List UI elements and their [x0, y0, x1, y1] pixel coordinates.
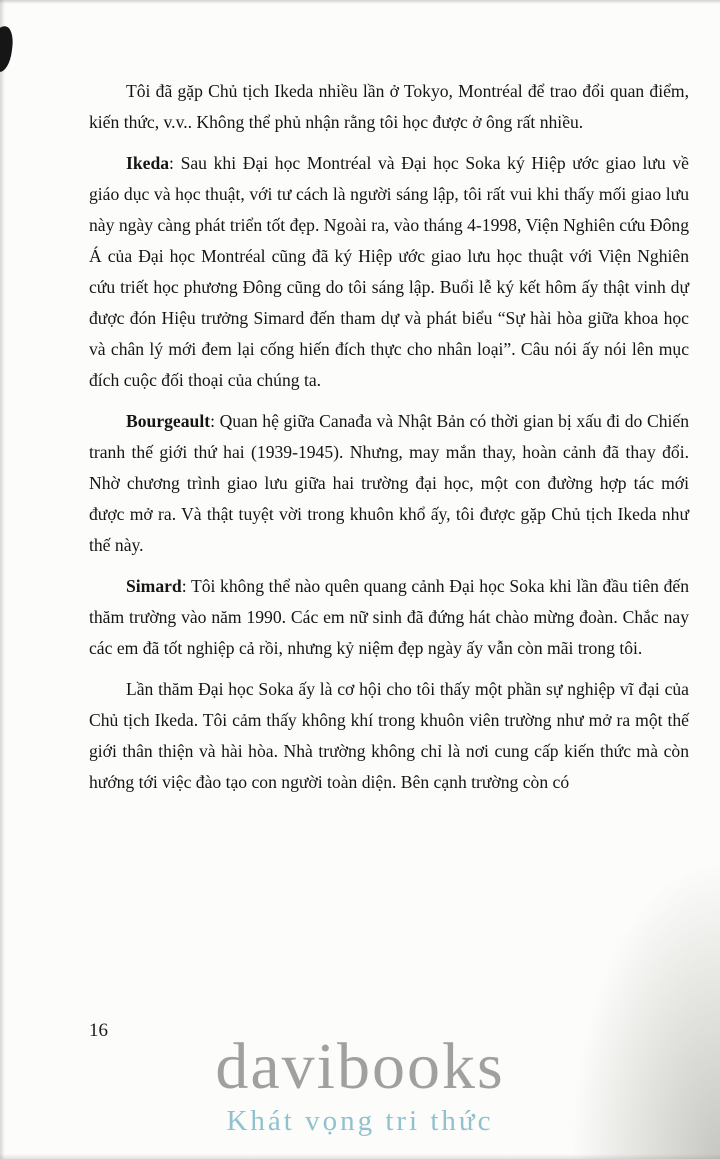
scan-edge-left	[0, 0, 5, 1159]
paragraph-intro	[89, 76, 689, 138]
watermark-tagline: Khát vọng tri thức	[226, 1105, 494, 1137]
paragraph-text: Tôi đã gặp Chủ tịch Ikeda nhiều lần ở Tokyo, Montréal để trao đổi quan điểm, kiến thức, v.v.. Không thể phủ nhận rằng tôi học được ở ông rất nhiều.	[89, 81, 689, 132]
speaker-name: Ikeda	[126, 153, 170, 173]
scan-ink-blob	[0, 25, 15, 73]
paragraph-bourgeault	[89, 406, 689, 561]
speaker-name: Bourgeault	[126, 411, 211, 431]
paragraph-simard	[89, 571, 689, 664]
page-number: 16	[89, 1020, 108, 1041]
watermark-logo-text: davibooks	[215, 1030, 505, 1103]
speaker-name: Simard	[126, 576, 182, 596]
paragraph-text: : Sau khi Đại học Montréal và Đại học Soka ký Hiệp ước giao lưu về giáo dục và học thuật, với tư cách là người sáng lập, tôi rất vui khi thấy mối giao lưu này ngày càng phát triển tốt đẹp. Ngoài ra, vào tháng 4-1998, Viện Nghiên cứu Đông Á của Đại học Montréal cũng đã ký Hiệp ước giao lưu học thuật với Viện Nghiên cứu triết học phương Đông cũng do tôi sáng lập. Buổi lễ ký kết hôm ấy thật vinh dự được đón Hiệu trưởng Simard đến tham dự và phát biểu “Sự hài hòa giữa khoa học và chân lý mới đem lại cống hiến đích thực cho nhân loại”. Câu nói ấy nói lên mục đích cuộc đối thoại của chúng ta.	[89, 153, 689, 390]
paragraph-closing	[89, 674, 689, 798]
paragraph-text: : Tôi không thể nào quên quang cảnh Đại học Soka khi lần đầu tiên đến thăm trường vào năm 1990. Các em nữ sinh đã đứng hát chào mừng đoàn. Chắc nay các em đã tốt nghiệp cả rồi, nhưng kỷ niệm đẹp ngày ấy vẫn còn mãi trong tôi.	[89, 576, 689, 658]
scan-edge-bottom	[0, 1154, 720, 1159]
paragraph-text: Lần thăm Đại học Soka ấy là cơ hội cho tôi thấy một phần sự nghiệp vĩ đại của Chủ tịch Ikeda. Tôi cảm thấy không khí trong khuôn viên trường như mở ra một thế giới thân thiện và hài hòa. Nhà trường không chỉ là nơi cung cấp kiến thức mà còn hướng tới việc đào tạo con người toàn diện. Bên cạnh trường còn có	[89, 679, 689, 792]
paragraph-text: : Quan hệ giữa Canađa và Nhật Bản có thời gian bị xấu đi do Chiến tranh thế giới thứ hai (1939-1945). Nhưng, may mắn thay, hoàn cảnh đã thay đổi. Nhờ chương trình giao lưu giữa hai trường đại học, một con đường hợp tác mới được mở ra. Và thật tuyệt vời trong khuôn khổ ấy, tôi được gặp Chủ tịch Ikeda như thế này.	[89, 411, 689, 555]
scan-edge-top	[0, 0, 720, 4]
page-text	[89, 76, 689, 808]
paragraph-ikeda	[89, 148, 689, 396]
scan-shadow-bottom-right	[570, 859, 720, 1159]
